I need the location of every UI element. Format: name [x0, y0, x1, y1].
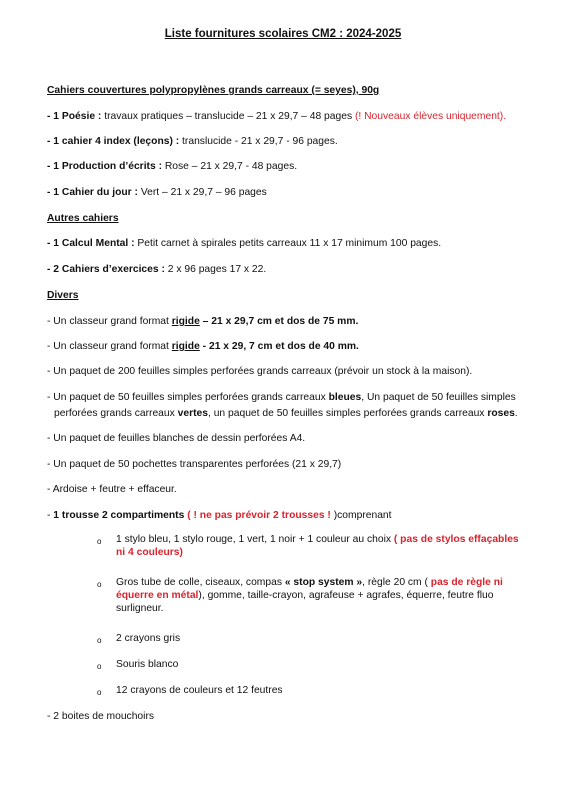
list-item: [47, 237, 441, 250]
item-text: , règle 20 cm (: [362, 577, 431, 588]
item-text: ), gomme, taille-crayon, agrafeuse + agrafes, équerre, feutre fluo surligneur.: [116, 590, 494, 614]
section-heading-cahiers: Cahiers couvertures polypropylènes grands carreaux (= seyes), 90g: [47, 85, 380, 96]
item-text: , un paquet de 50 feuilles simples perforées grands carreaux: [207, 408, 488, 419]
item-label: - 1 Calcul Mental :: [47, 238, 135, 249]
bullet-circle-icon: o: [97, 580, 102, 589]
list-item: - Un paquet de feuilles blanches de dessin perforées A4.: [47, 433, 306, 444]
sub-list-item: 12 crayons de couleurs et 12 feutres: [116, 685, 283, 696]
item-label: - 1 Cahier du jour :: [47, 187, 138, 198]
sub-list-item: [116, 576, 526, 615]
item-dash: -: [47, 510, 54, 521]
item-text: - Un paquet de 50 feuilles simples perforées grands carreaux: [47, 392, 329, 403]
item-text: (: [184, 510, 194, 521]
item-text: 2 x 96 pages 17 x 22.: [164, 264, 267, 275]
list-item-trousse: [47, 509, 392, 522]
list-item-continuation: [54, 407, 518, 420]
item-label: - 1 Production d’écrits :: [47, 161, 162, 172]
list-item: - Un paquet de 200 feuilles simples perforées grands carreaux (prévoir un stock à la maison).: [47, 366, 473, 377]
item-warning: pas de règle ni équerre en métal: [116, 577, 503, 601]
item-text: travaux pratiques – translucide – 21 x 29,7 – 48 pages: [101, 111, 355, 122]
list-item: [47, 315, 358, 328]
list-item: [47, 160, 297, 173]
item-text: - Un classeur grand format: [47, 316, 172, 327]
item-label: 1 trousse 2 compartiments: [53, 510, 185, 521]
item-label: - 1 Poésie :: [47, 111, 102, 122]
item-text: translucide - 21 x 29,7 - 96 pages.: [179, 136, 338, 147]
sub-list-item: 2 crayons gris: [116, 633, 181, 644]
list-item: - Ardoise + feutre + effaceur.: [47, 484, 177, 495]
list-item: [47, 391, 516, 404]
item-text: Petit carnet à spirales petits carreaux 11 x 17 minimum 100 pages.: [134, 238, 442, 249]
list-item: - 2 boites de mouchoirs: [47, 711, 155, 722]
item-text: Rose – 21 x 29,7 - 48 pages.: [162, 161, 298, 172]
item-note: (! Nouveaux élèves uniquement).: [354, 111, 507, 122]
page-title: Liste fournitures scolaires CM2 : 2024-2025: [164, 28, 402, 40]
item-emphasis: rigide: [171, 316, 200, 327]
item-spec: - 21 x 29, 7 cm et dos de 40 mm.: [199, 341, 359, 352]
item-label: - 1 cahier 4 index (leçons) :: [47, 136, 180, 147]
list-item: [47, 263, 266, 276]
item-label: - 2 Cahiers d’exercices :: [47, 264, 165, 275]
item-emphasis: « stop system »: [284, 577, 363, 588]
bullet-circle-icon: o: [97, 537, 102, 546]
item-text: )comprenant: [330, 510, 392, 521]
item-emphasis: rigide: [171, 341, 200, 352]
list-item: [47, 340, 359, 353]
bullet-circle-icon: o: [97, 636, 102, 645]
bullet-circle-icon: o: [97, 662, 102, 671]
bullet-circle-icon: o: [97, 688, 102, 697]
item-text: Gros tube de colle, ciseaux, compas: [116, 577, 285, 588]
item-spec: – 21 x 29,7 cm et dos de 75 mm.: [199, 316, 359, 327]
item-warning: ! ne pas prévoir 2 trousses !: [193, 510, 331, 521]
item-text: , Un paquet de 50 feuilles simples: [361, 392, 516, 403]
item-text: .: [514, 408, 518, 419]
item-text: - Un classeur grand format: [47, 341, 172, 352]
item-text: Vert – 21 x 29,7 – 96 pages: [137, 187, 267, 198]
list-item: [47, 110, 506, 123]
item-warning: ( pas de stylos effaçables ni 4 couleurs): [116, 534, 519, 558]
section-heading-divers: Divers: [47, 290, 79, 301]
item-emphasis: roses: [487, 408, 515, 419]
list-item: [47, 186, 267, 199]
item-text: 1 stylo bleu, 1 stylo rouge, 1 vert, 1 noir + 1 couleur au choix: [116, 534, 394, 545]
item-text: perforées grands carreaux: [54, 408, 178, 419]
section-heading-autres-cahiers: Autres cahiers: [47, 213, 119, 224]
list-item: - Un paquet de 50 pochettes transparentes perforées (21 x 29,7): [47, 459, 342, 470]
item-emphasis: vertes: [177, 408, 208, 419]
sub-list-item: [116, 533, 526, 559]
item-emphasis: bleues: [328, 392, 362, 403]
list-item: [47, 135, 338, 148]
sub-list-item: Souris blanco: [116, 659, 179, 670]
